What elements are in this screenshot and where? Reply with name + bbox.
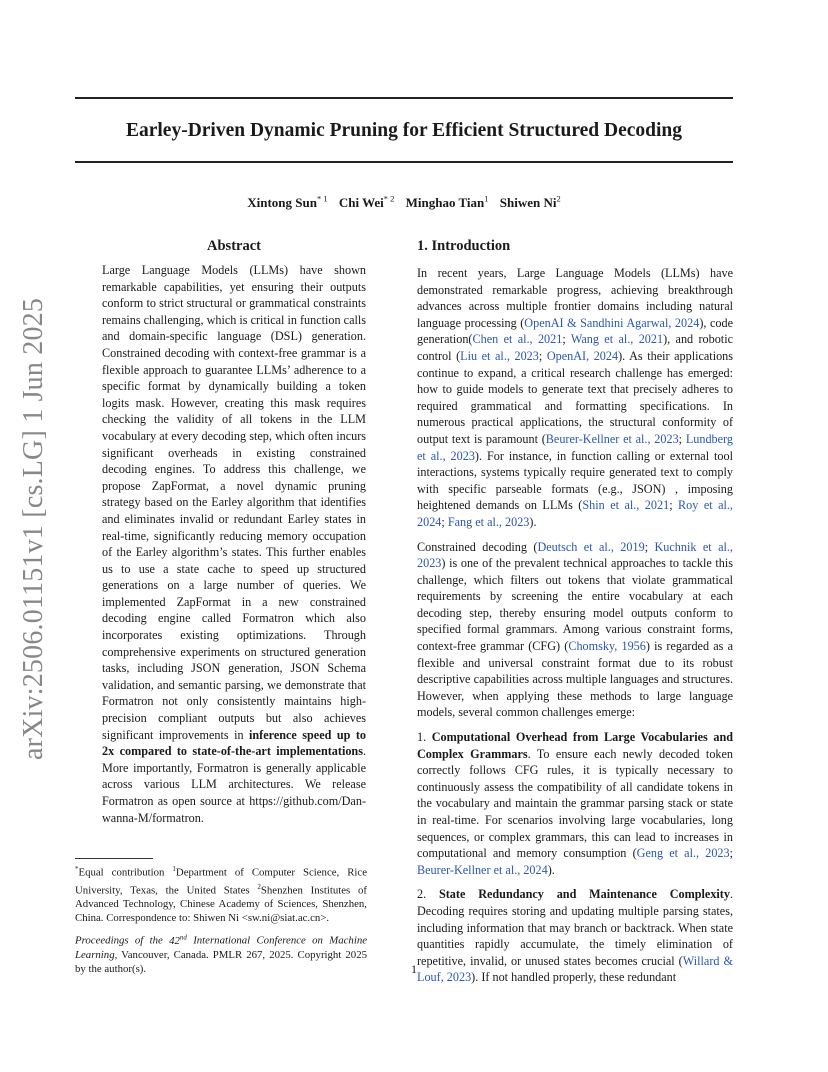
text-run: ;: [678, 431, 686, 446]
citation-link[interactable]: Shin et al., 2021: [582, 498, 670, 513]
text-run: . Decoding requires storing and updating multiple parsing states, including information that may branch or backtrack. When state quantities rapidly accumulate, the timely elimination of repetitive, invalid, or unused states becomes crucial (: [417, 887, 734, 968]
author: Shiwen Ni$^2$: [499, 194, 561, 211]
citation-link[interactable]: Kuchnik et al., 2023: [417, 539, 733, 571]
citation-link[interactable]: OpenAI & Sandhini Agarwal, 2024: [524, 315, 700, 330]
text-run: . To ensure each newly decoded token correctly follows CFG rules, it is typically necessary to continuously assess the compatibility of all candidate tokens in the vocabulary and maintain the grammar parsing stack or state in real-time. For scenarios involving large vocabularies, long sequences, or complex grammars, this can lead to increases in computational and memory consumption (: [417, 746, 734, 861]
citation-link[interactable]: Liu et al., 2023: [460, 348, 539, 363]
introduction-body: [417, 265, 733, 986]
paper-title: Earley-Driven Dynamic Pruning for Efficient Structured Decoding: [125, 120, 683, 141]
text-run: ).: [529, 514, 537, 529]
text-run: ;: [441, 514, 448, 529]
intro-challenge-1: [417, 729, 733, 878]
author: Minghao Tian$^1$: [405, 194, 489, 211]
text-run: In recent years, Large Language Models (LLMs) have demonstrated remarkable progress, achieving breakthrough advances across multiple frontier domains including natural language processing (: [417, 266, 733, 330]
author: Chi Wei$^{* 2}$: [338, 194, 395, 211]
text-run: ).: [547, 862, 555, 877]
citation-link[interactable]: Beurer-Kellner et al., 2023: [545, 431, 679, 446]
page-number: 1: [411, 962, 417, 976]
title-bottom-rule: [75, 161, 733, 163]
text-run: ;: [644, 539, 655, 554]
arxiv-stamp: arXiv:2506.01151v1 [cs.LG] 1 Jun 2025: [18, 297, 49, 760]
text-run: ;: [729, 846, 733, 861]
citation-link[interactable]: Chomsky, 1956: [568, 639, 646, 654]
citation-link[interactable]: Geng et al., 2023: [636, 846, 730, 861]
citation-link[interactable]: Fang et al., 2023: [447, 514, 530, 529]
text-run: ), code generation(: [417, 315, 733, 347]
text-run: ) is regarded as a flexible and universal constraint format due to its robust descriptive capabilities across multiple languages and structures. However, when applying these methods to large language models, several common challenges emerge:: [417, 639, 733, 720]
text-run: ), and robotic control (: [417, 332, 733, 363]
text-run: ). For instance, in function calling or external tool interactions, systems typically require generated text to comply with specific parseable formats (e.g., JSON) , imposing heightened demands on LLMs (: [417, 448, 733, 513]
footnote-affiliations: *Equal contribution $^1$Department of Computer Science, Rice University, Texas, the United States $^2$Shenzhen Institutes of Advanced Technology, Chinese Academy of Sciences, Shenzhen, China. Correspondence to: Shiwen Ni <sw.ni@siat.ac.cn>.: [75, 865, 367, 925]
introduction-heading: 1. Introduction: [417, 238, 511, 254]
text-run: ). As their applications continue to expand, a critical research challenge has emerged: how to guide models to generate text that precisely adheres to required grammatical and formatting specifications. In numerous practical applications, the structural conformity of output text is paramount (: [417, 348, 734, 446]
text-run: ;: [562, 332, 571, 347]
author-list: [75, 190, 733, 212]
text-run: 2.: [417, 887, 439, 902]
abstract-emphasis: inference speed up to 2x compared to state-of-the-art implementations: [102, 727, 366, 759]
text-run: ;: [669, 498, 679, 513]
intro-paragraph-1: [417, 265, 733, 531]
intro-paragraph-2: [417, 539, 733, 722]
citation-link[interactable]: Chen et al., 2021: [472, 332, 563, 347]
text-run: ;: [538, 348, 547, 363]
abstract-paragraph: Large Language Models (LLMs) have shown remarkable capabilities, yet ensuring their outputs conform to strict structural or grammatical constraints remains challenging, which is critical in function calls and domain-specific language (DSL) generation. Constrained decoding with context-free grammar is a flexible approach to guarantee LLMs’ adherence to a specific format by dynamically building a token logits mask. However, creating this mask requires checking the validity of all tokens in the LLM vocabulary at every decoding step, which often incurs significant overheads in existing constrained decoding engines. To address this challenge, we propose ZapFormat, a novel dynamic pruning strategy based on the Earley algorithm that identifies and eliminates invalid or redundant Earley states in real-time, significantly reducing memory occupation of the Earley algorithm’s states. This further enables us to use a state cache to speed up structured generations on a large number of queries. We implemented ZapFormat in a new constrained decoding engine called Formatron which also incorporates existing optimizations. Through comprehensive experiments on structured generation tasks, including JSON generation, JSON Schema validation, and semantic parsing, we demonstrate that Formatron not only consistently maintains high-precision compliant outputs but also achieves significant improvements in inference speed up to 2x compared to state-of-the-art implementations. More importantly, Formatron is generally applicable across various LLM architectures. We release Formatron as open source at https://github.com/Dan-wanna-M/formatron.: [102, 263, 366, 825]
bold-run: State Redundancy and Maintenance Complexity: [438, 887, 730, 902]
abstract-heading: Abstract: [207, 238, 261, 254]
abstract-body: [102, 262, 366, 826]
citation-link[interactable]: Lundberg et al., 2023: [417, 431, 733, 463]
text-run: ). If not handled properly, these redundant: [471, 970, 677, 985]
citation-link[interactable]: OpenAI, 2024: [546, 348, 619, 363]
citation-link[interactable]: Beurer-Kellner et al., 2024: [417, 862, 548, 877]
citation-link[interactable]: Deutsch et al., 2019: [537, 539, 645, 554]
author: Xintong Sun$^{* 1}$: [247, 194, 328, 211]
text-run: ) is one of the prevalent technical approaches to tackle this challenge, which filters out tokens that violate grammatical requirements by screening the entire vocabulary at each decoding step, thereby ensuring model outputs conform to specified formal grammars. Among various constraint forms, context-free grammar (CFG) (: [417, 556, 733, 654]
text-run: 1.: [417, 730, 432, 745]
text-run: Constrained decoding (: [417, 539, 538, 554]
title-top-rule: [75, 97, 733, 99]
citation-link[interactable]: Wang et al., 2021: [570, 332, 664, 347]
citation-link[interactable]: Willard & Louf, 2023: [417, 953, 733, 985]
bold-run: Computational Overhead from Large Vocabularies and Complex Grammars: [417, 730, 734, 761]
proceedings-note: Proceedings of the 42nd International Conference on Machine Learning, Vancouver, Canada. PMLR 267, 2025. Copyright 2025 by the author(s).: [75, 933, 368, 975]
citation-link[interactable]: Roy et al., 2024: [417, 498, 733, 529]
footnote-rule: [75, 858, 153, 859]
